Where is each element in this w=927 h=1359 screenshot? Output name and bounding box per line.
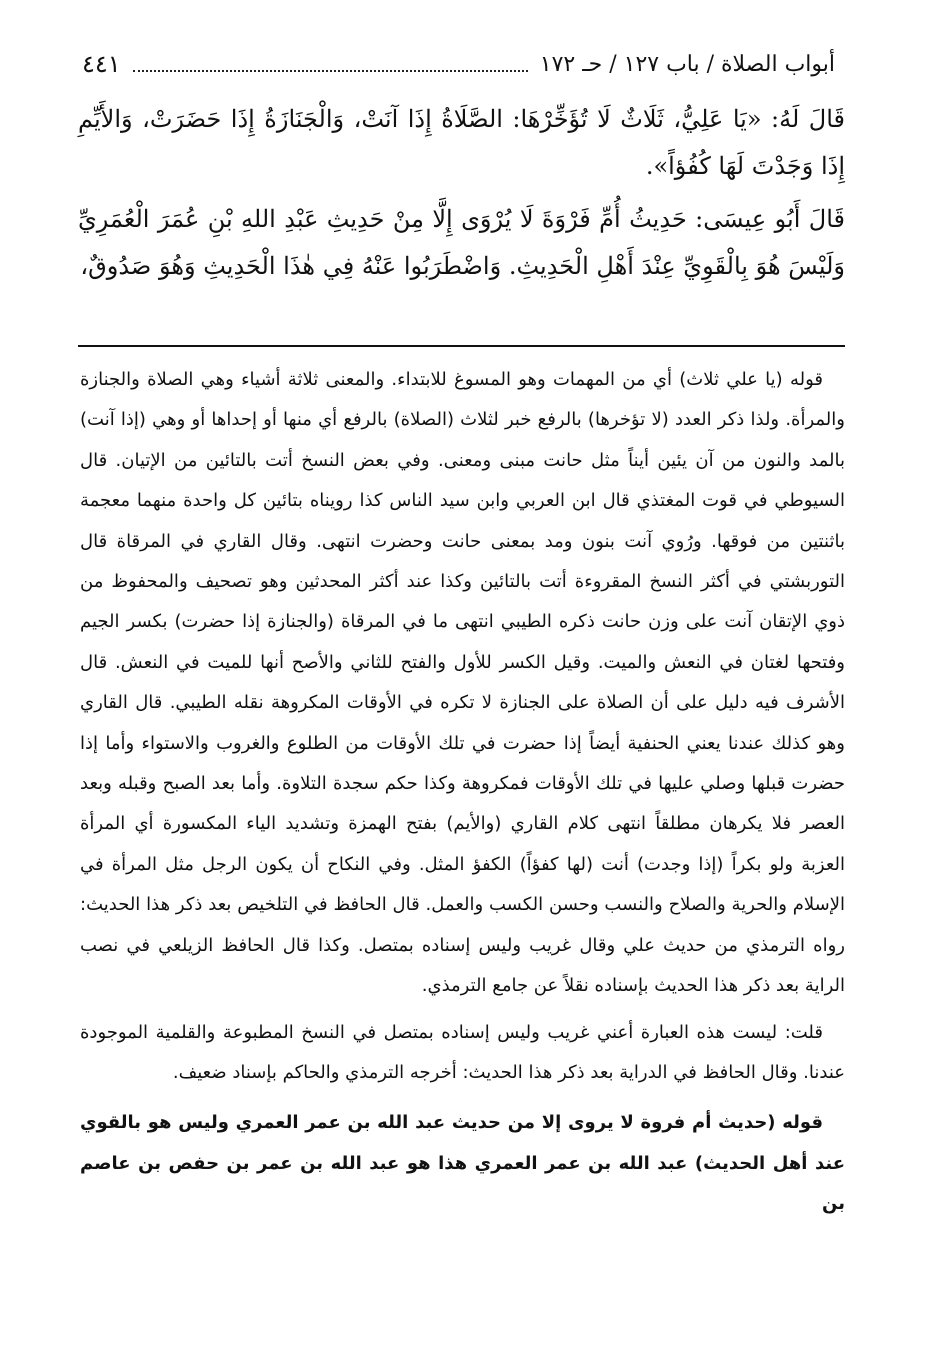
running-title: أبواب الصلاة / باب ١٢٧ / حـ ١٧٢ bbox=[539, 51, 835, 77]
hadith-paragraph: قَالَ لَهُ: «يَا عَلِيُّ، ثَلَاثٌ لَا تُؤَخِّرْهَا: الصَّلَاةُ إِذَا آنَتْ، وَالْجَنَازَةُ إِذَا حَضَرَتْ، وَالأَيِّمِ إِذَا وَجَدْتَ لَهَا كُفُؤاً». bbox=[78, 105, 845, 180]
commentary-text bbox=[80, 360, 845, 1231]
commentary-paragraph: قوله (يا علي ثلاث) أي من المهمات وهو المسوغ للابتداء. والمعنى ثلاثة أشياء وهي الصلاة والجنازة والمرأة. ولذا ذكر العدد (لا تؤخرها) بالرفع خبر لثلاث (الصلاة) بالرفع أي منها أو إحداها أو وهي (إذا آنت) بالمد والنون من آن يئين أيناً مثل حانت مبنى ومعنى. وفي بعض النسخ أتت بالتائين من الإتيان. قال السيوطي في قوت المغتذي قال ابن العربي وابن سيد الناس كذا رويناه بتائين كل واحدة منهما معجمة باثنتين من فوقها. ورُوي آنت بنون ومد بمعنى حانت وحضرت انتهى. وقال القاري في المرقاة قال التوربشتي في أكثر النسخ المقروءة أتت بالتائين وكذا عند أكثر المحدثين وهو تصحيف والمحفوظ من ذوي الإتقان آنت على وزن حانت ذكره الطيبي انتهى ما في المرقاة (والجنازة إذا حضرت) بكسر الجيم وفتحها لغتان في النعش والميت. وقيل الكسر للأول والفتح للثاني والأصح أنها للميت في النعش. قال الأشرف فيه دليل على أن الصلاة على الجنازة لا تكره في الأوقات المكروهة نقله الطيبي. قال القاري وهو كذلك عندنا يعني الحنفية أيضاً إذا حضرت في تلك الأوقات من الطلوع والغروب والاستواء وأما إذا حضرت قبلها وصلي عليها في تلك الأوقات فمكروهة وكذا حكم سجدة التلاوة. وأما بعد الصبح وقبله وبعد العصر فلا يكرهان مطلقاً انتهى كلام القاري (والأيم) بفتح الهمزة وتشديد الياء المكسورة أي المرأة العزبة ولو بكراً (إذا وجدت) أنت (لها كفؤاً) الكفؤ المثل. وفي النكاح أن يكون الرجل مثل المرأة في الإسلام والحرية والصلاح والنسب وحسن الكسب والعمل. قال الحافظ في التلخيص بعد ذكر هذا الحديث: رواه الترمذي من حديث علي وقال غريب وليس إسناده بمتصل. وكذا قال الحافظ الزيلعي في نصب الراية بعد ذكر هذا الحديث بإسناده نقلاً عن جامع الترمذي. bbox=[80, 369, 845, 997]
page-number: ٤٤١ bbox=[82, 50, 121, 78]
commentary-paragraph: قوله (حديث أم فروة لا يروى إلا من حديث عبد الله بن عمر العمري وليس هو بالقوي عند أهل الحديث) عبد الله بن عمر العمري هذا هو عبد الله بن عمر بن حفص بن عاصم بن bbox=[80, 1112, 845, 1215]
page-header bbox=[82, 44, 835, 84]
hadith-paragraph: قَالَ أَبُو عِيسَى: حَدِيثُ أُمِّ فَرْوَةَ لَا يُرْوَى إِلَّا مِنْ حَدِيثِ عَبْدِ اللهِ بْنِ عُمَرَ الْعُمَرِيِّ وَلَيْسَ هُوَ بِالْقَوِيِّ عِنْدَ أَهْلِ الْحَدِيثِ. وَاضْطَرَبُوا عَنْهُ فِي هٰذَا الْحَدِيثِ وَهُوَ صَدُوقٌ، bbox=[78, 205, 845, 280]
hadith-text bbox=[78, 96, 845, 296]
header-dot-leader bbox=[133, 56, 528, 72]
footnote-divider bbox=[78, 345, 845, 347]
commentary-paragraph: قلت: ليست هذه العبارة أعني غريب وليس إسناده بمتصل في النسخ المطبوعة والقلمية الموجودة عندنا. وقال الحافظ في الدراية بعد ذكر هذا الحديث: أخرجه الترمذي والحاكم بإسناد ضعيف. bbox=[80, 1021, 845, 1083]
